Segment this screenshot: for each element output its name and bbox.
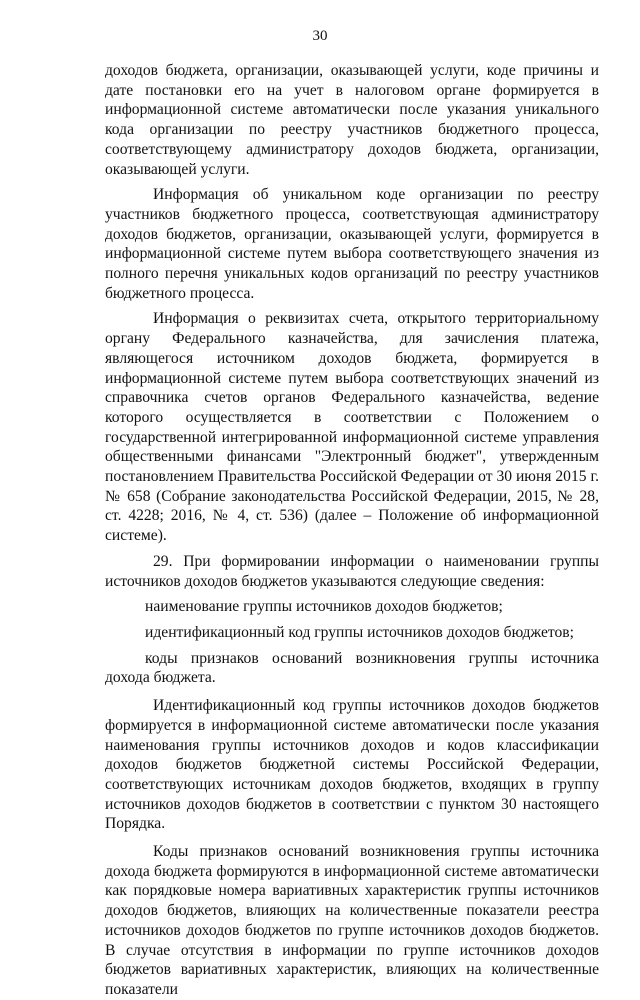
paragraph-3: Информация о реквизитах счета, открытого территориальному органу Федерального казначейства, для зачисления платежа, являющегося источником доходов бюджета, формируется в информационной системе путем выбора соответствующих значений из справочника счетов органов Федерального казначейства, ведение которого осуществляется в соответствии с Положением о государственной интегрированной информационной системе управления общественными финансами "Электронный бюджет", утвержденным постановлением Правительства Российской Федерации от 30 июня 2015 г. № 658 (Собрание законодательства Российской Федерации, 2015, № 28, ст. 4228; 2016, № 4, ст. 536) (далее – Положение об информационной системе). <box>105 310 599 545</box>
paragraph-29: 29. При формировании информации о наименовании группы источников доходов бюджетов указываются следующие сведения: <box>105 552 599 590</box>
list-item-3: коды признаков оснований возникновения группы источника дохода бюджета. <box>105 649 599 687</box>
list-item-2: идентификационный код группы источников доходов бюджетов; <box>145 623 574 641</box>
paragraph-2: Информация об уникальном коде организации по реестру участников бюджетного процесса, соответствующая администратору доходов бюджетов, организации, оказывающей услуги, формируется в информационной системе путем выбора соответствующего значения из полного перечня уникальных кодов организаций по реестру участников бюджетного процесса. <box>105 186 599 302</box>
paragraph-codes: Коды признаков оснований возникновения группы источника дохода бюджета формируются в информационной системе автоматически как порядковые номера вариативных характеристик группы источников доходов бюджетов, влияющих на количественные показатели реестра источников доходов бюджетов по группе источников доходов бюджетов. В случае отсутствия в информации по группе источников доходов бюджетов вариативных характеристик, влияющих на количественные показатели <box>105 843 599 998</box>
list-item-1: наименование группы источников доходов бюджетов; <box>145 598 503 616</box>
page-number: 30 <box>312 28 328 44</box>
paragraph-1: доходов бюджета, организации, оказывающей услуги, коде причины и дате постановки его на учет в налоговом органе формируется в информационной системе автоматически после указания уникального кода организации по реестру участников бюджетного процесса, соответствующему администратору доходов бюджета, организации, оказывающей услуги. <box>105 62 599 178</box>
paragraph-id-code: Идентификационный код группы источников доходов бюджетов формируется в информационной системе автоматически после указания наименования группы источников доходов и кодов классификации доходов бюджетов бюджетной системы Российской Федерации, соответствующих источникам доходов бюджетов, входящих в группу источников доходов бюджетов в соответствии с пунктом 30 настоящего Порядка. <box>105 697 599 833</box>
document-body <box>105 61 599 1000</box>
